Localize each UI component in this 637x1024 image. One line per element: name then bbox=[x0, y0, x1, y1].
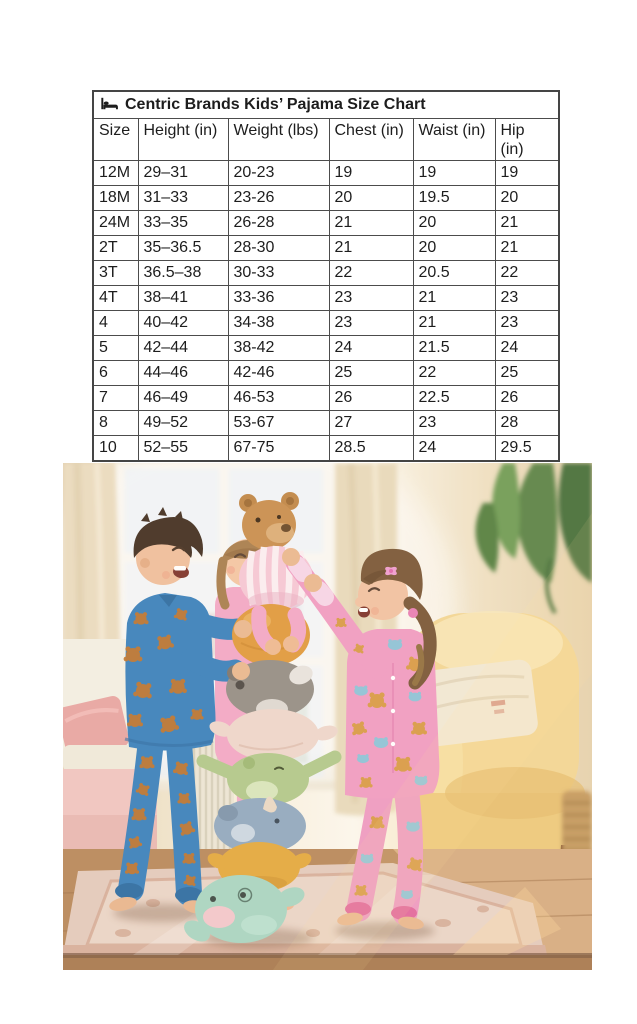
table-cell: 46–49 bbox=[138, 385, 228, 410]
table-row bbox=[93, 335, 559, 360]
table-cell: 10 bbox=[93, 435, 138, 461]
table-cell: 4 bbox=[93, 310, 138, 335]
table-title-cell bbox=[93, 91, 559, 119]
table-cell: 19 bbox=[413, 160, 495, 185]
table-cell: 7 bbox=[93, 385, 138, 410]
table-cell: 38–41 bbox=[138, 285, 228, 310]
table-cell: 52–55 bbox=[138, 435, 228, 461]
table-cell: 53-67 bbox=[228, 410, 329, 435]
column-header-chest-in: Chest (in) bbox=[329, 119, 413, 161]
table-cell: 36.5–38 bbox=[138, 260, 228, 285]
table-cell: 22 bbox=[329, 260, 413, 285]
table-cell: 20 bbox=[329, 185, 413, 210]
table-body bbox=[93, 160, 559, 461]
table-cell: 24 bbox=[495, 335, 559, 360]
table-cell: 44–46 bbox=[138, 360, 228, 385]
kids-pajama-photo bbox=[63, 463, 592, 970]
table-row bbox=[93, 210, 559, 235]
table-cell: 21 bbox=[495, 210, 559, 235]
table-cell: 19.5 bbox=[413, 185, 495, 210]
table-cell: 29.5 bbox=[495, 435, 559, 461]
table-cell: 21 bbox=[413, 310, 495, 335]
table-row bbox=[93, 285, 559, 310]
table-title: Centric Brands Kids’ Pajama Size Chart bbox=[125, 95, 426, 113]
table-cell: 26 bbox=[495, 385, 559, 410]
table-cell: 49–52 bbox=[138, 410, 228, 435]
table-cell: 24 bbox=[413, 435, 495, 461]
table-cell: 22 bbox=[413, 360, 495, 385]
table-cell: 22.5 bbox=[413, 385, 495, 410]
table-cell: 35–36.5 bbox=[138, 235, 228, 260]
column-header-waist-in: Waist (in) bbox=[413, 119, 495, 161]
table-cell: 3T bbox=[93, 260, 138, 285]
table-cell: 24 bbox=[329, 335, 413, 360]
table-header-row bbox=[93, 119, 559, 161]
table-cell: 33–35 bbox=[138, 210, 228, 235]
table-cell: 21 bbox=[413, 285, 495, 310]
table-cell: 25 bbox=[495, 360, 559, 385]
table-cell: 23 bbox=[413, 410, 495, 435]
table-cell: 19 bbox=[495, 160, 559, 185]
table-row bbox=[93, 360, 559, 385]
table-row bbox=[93, 160, 559, 185]
table-cell: 67-75 bbox=[228, 435, 329, 461]
table-cell: 23 bbox=[495, 285, 559, 310]
table-cell: 29–31 bbox=[138, 160, 228, 185]
bed-icon bbox=[101, 97, 118, 115]
table-cell: 28-30 bbox=[228, 235, 329, 260]
table-cell: 24M bbox=[93, 210, 138, 235]
table-cell: 20.5 bbox=[413, 260, 495, 285]
table-cell: 21 bbox=[329, 210, 413, 235]
table-cell: 18M bbox=[93, 185, 138, 210]
column-header-size: Size bbox=[93, 119, 138, 161]
table-cell: 8 bbox=[93, 410, 138, 435]
table-cell: 42–44 bbox=[138, 335, 228, 360]
table-cell: 22 bbox=[495, 260, 559, 285]
table-cell: 4T bbox=[93, 285, 138, 310]
table-cell: 42-46 bbox=[228, 360, 329, 385]
table-cell: 12M bbox=[93, 160, 138, 185]
table-cell: 26-28 bbox=[228, 210, 329, 235]
table-cell: 21.5 bbox=[413, 335, 495, 360]
table-cell: 30-33 bbox=[228, 260, 329, 285]
table-row bbox=[93, 435, 559, 461]
table-row bbox=[93, 260, 559, 285]
table-row bbox=[93, 185, 559, 210]
table-cell: 27 bbox=[329, 410, 413, 435]
table-cell: 19 bbox=[329, 160, 413, 185]
table-cell: 23 bbox=[329, 310, 413, 335]
table-cell: 38-42 bbox=[228, 335, 329, 360]
column-header-height-in: Height (in) bbox=[138, 119, 228, 161]
table-cell: 20 bbox=[495, 185, 559, 210]
column-header-hip-in: Hip (in) bbox=[495, 119, 559, 161]
pajama-size-chart-table bbox=[92, 90, 560, 462]
table-cell: 20 bbox=[413, 235, 495, 260]
table-cell: 23 bbox=[495, 310, 559, 335]
table-cell: 40–42 bbox=[138, 310, 228, 335]
column-header-weight-lbs: Weight (lbs) bbox=[228, 119, 329, 161]
table-row bbox=[93, 235, 559, 260]
table-cell: 26 bbox=[329, 385, 413, 410]
table-cell: 28 bbox=[495, 410, 559, 435]
table-cell: 2T bbox=[93, 235, 138, 260]
table-row bbox=[93, 385, 559, 410]
table-cell: 28.5 bbox=[329, 435, 413, 461]
table-cell: 46-53 bbox=[228, 385, 329, 410]
table-row bbox=[93, 310, 559, 335]
table-cell: 31–33 bbox=[138, 185, 228, 210]
table-cell: 23-26 bbox=[228, 185, 329, 210]
table-cell: 25 bbox=[329, 360, 413, 385]
table-cell: 33-36 bbox=[228, 285, 329, 310]
table-cell: 20 bbox=[413, 210, 495, 235]
table-cell: 23 bbox=[329, 285, 413, 310]
table-row bbox=[93, 410, 559, 435]
table-title-row bbox=[93, 91, 559, 119]
table-cell: 20-23 bbox=[228, 160, 329, 185]
table-cell: 34-38 bbox=[228, 310, 329, 335]
table-cell: 5 bbox=[93, 335, 138, 360]
table-cell: 21 bbox=[495, 235, 559, 260]
table-cell: 21 bbox=[329, 235, 413, 260]
table-cell: 6 bbox=[93, 360, 138, 385]
